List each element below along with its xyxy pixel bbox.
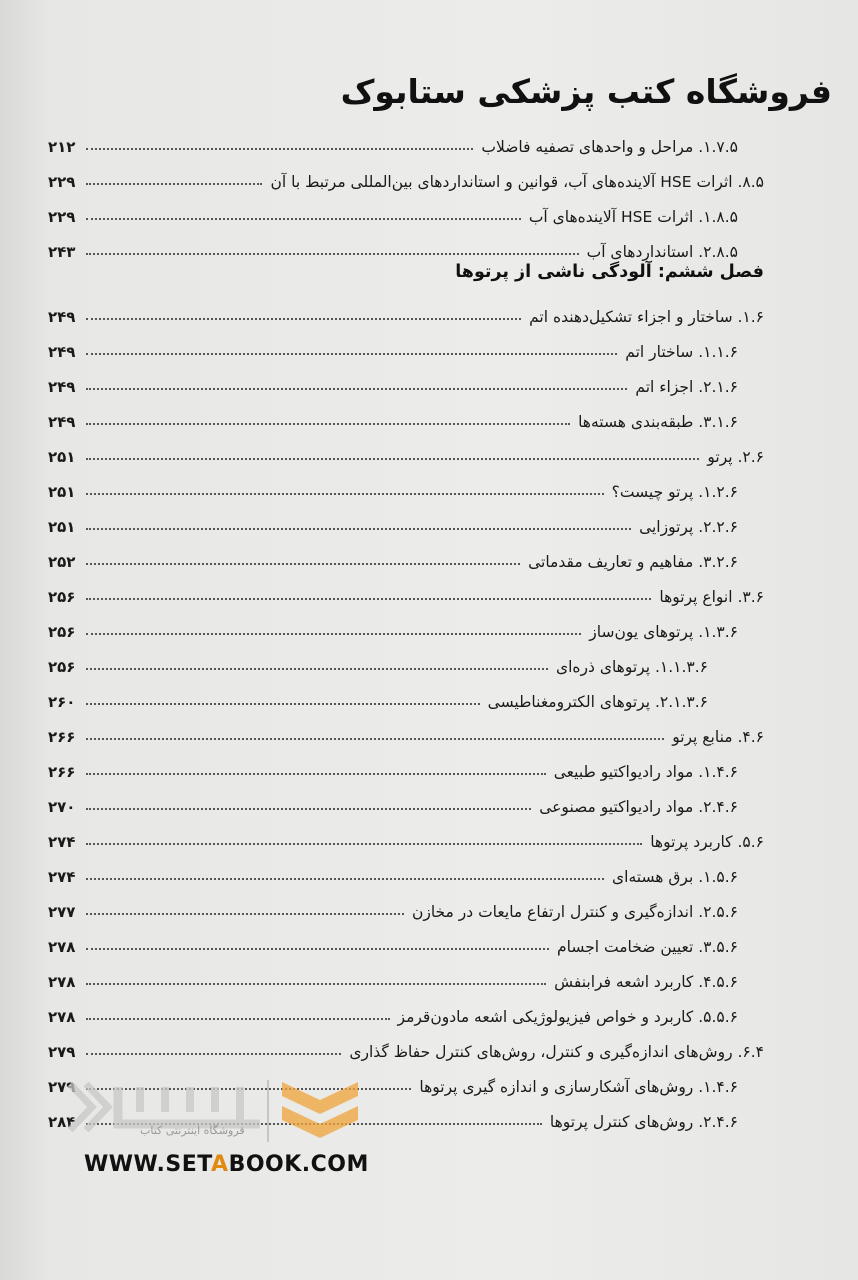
toc-entry[interactable] — [48, 996, 738, 1026]
toc-entry[interactable] — [48, 926, 738, 956]
toc-entry-title: ۱.۶. ساختار و اجزاء تشکیل‌دهنده اتم — [529, 308, 764, 326]
toc-page-number: ۲۴۹ — [48, 378, 76, 396]
toc-leader-dots — [86, 457, 699, 460]
toc-entry-title: ۲.۸.۵. استانداردهای آب — [586, 243, 738, 261]
toc-entry-title: ۳.۵.۶. تعیین ضخامت اجسام — [557, 938, 738, 956]
toc-entry-title: ۱.۱.۶. ساختار اتم — [625, 343, 738, 361]
toc-entry-title: ۴.۶. منابع پرتو — [672, 728, 764, 746]
toc-leader-dots — [86, 1052, 341, 1055]
toc-page-number: ۲۵۱ — [48, 483, 76, 501]
toc-page-number: ۲۷۰ — [48, 798, 76, 816]
toc-entry[interactable] — [48, 716, 764, 746]
toc-entry[interactable] — [48, 681, 708, 711]
toc-leader-dots — [86, 842, 642, 845]
toc-leader-dots — [86, 912, 404, 915]
watermark-subtitle: فروشگاه اینترنتی کتاب — [140, 1124, 245, 1137]
toc-entry[interactable] — [48, 126, 738, 156]
toc-entry[interactable] — [48, 436, 764, 466]
toc-entry[interactable] — [48, 1031, 764, 1061]
toc-page-number: ۲۷۴ — [48, 868, 76, 886]
toc-entry-title: ۲.۲.۶. پرتوزایی — [639, 518, 738, 536]
url-prefix: WWW.SET — [84, 1152, 212, 1177]
toc-entry[interactable] — [48, 611, 738, 641]
toc-leader-dots — [86, 527, 631, 530]
toc-entry[interactable] — [48, 471, 738, 501]
toc-entry-title: ۱.۸.۵. اثرات HSE آلاینده‌های آب — [528, 208, 738, 226]
toc-entry[interactable] — [48, 196, 738, 226]
toc-entry-title: ۲.۵.۶. اندازه‌گیری و کنترل ارتفاع مایعات در مخازن — [411, 903, 738, 921]
toc-entry[interactable] — [48, 161, 764, 191]
toc-entry-title: ۱.۴.۶. روش‌های آشکارسازی و اندازه گیری پرتوها — [419, 1078, 738, 1096]
toc-page-number: ۲۶۰ — [48, 693, 76, 711]
toc-leader-dots — [86, 982, 546, 985]
toc-page-number: ۲۷۹ — [48, 1043, 76, 1061]
chapter-title: فصل ششم: آلودگی ناشی از پرتوها — [455, 262, 764, 282]
toc-leader-dots — [86, 1017, 390, 1020]
toc-page-number: ۲۵۱ — [48, 518, 76, 536]
toc-entry[interactable] — [48, 296, 764, 326]
toc-page-number: ۲۵۶ — [48, 623, 76, 641]
toc-entry[interactable] — [48, 891, 738, 921]
toc-entry[interactable] — [48, 961, 738, 991]
toc-entry-title: ۸.۵. اثرات HSE آلاینده‌های آب، قوانین و استانداردهای بین‌المللی مرتبط با آن — [270, 173, 764, 191]
toc-page-number: ۲۶۶ — [48, 728, 76, 746]
toc-page-number: ۲۲۹ — [48, 208, 76, 226]
toc-page-number: ۲۸۴ — [48, 1113, 76, 1131]
toc-entry-title: ۶.۴. روش‌های اندازه‌گیری و کنترل، روش‌های کنترل حفاظ گذاری — [349, 1043, 764, 1061]
toc-leader-dots — [86, 387, 627, 390]
toc-entry[interactable] — [48, 786, 738, 816]
toc-entry-title: ۲.۴.۶. مواد رادیواکتیو مصنوعی — [539, 798, 738, 816]
toc-leader-dots — [86, 772, 546, 775]
toc-leader-dots — [86, 217, 521, 220]
toc-leader-dots — [86, 422, 570, 425]
toc-entry[interactable] — [48, 856, 738, 886]
toc-entry[interactable] — [48, 821, 764, 851]
toc-leader-dots — [86, 877, 604, 880]
toc-leader-dots — [86, 737, 664, 740]
toc-page-number: ۲۵۶ — [48, 658, 76, 676]
toc-leader-dots — [86, 182, 262, 185]
toc-leader-dots — [86, 492, 604, 495]
toc-entry-title: ۲.۴.۶. روش‌های کنترل پرتوها — [549, 1113, 738, 1131]
toc-entry[interactable] — [48, 751, 738, 781]
toc-page-number: ۲۴۹ — [48, 413, 76, 431]
toc-entry-title: ۱.۲.۶. پرتو چیست؟ — [611, 483, 738, 501]
toc-entry-title: ۳.۶. انواع پرتوها — [659, 588, 764, 606]
url-suffix: BOOK.COM — [228, 1152, 369, 1177]
toc-entry-title: ۱.۳.۶. پرتوهای یون‌ساز — [589, 623, 738, 641]
url-accent: A — [211, 1152, 229, 1177]
toc-page-number: ۲۵۱ — [48, 448, 76, 466]
toc-page-number: ۲۶۶ — [48, 763, 76, 781]
toc-entry[interactable] — [48, 506, 738, 536]
toc-entry-title: ۲.۱.۶. اجزاء اتم — [635, 378, 738, 396]
toc-entry[interactable] — [48, 576, 764, 606]
toc-entry-title: ۲.۱.۳.۶. پرتوهای الکترومغناطیسی — [487, 693, 708, 711]
toc-page-number: ۲۷۹ — [48, 1078, 76, 1096]
toc-leader-dots — [86, 147, 473, 150]
toc-leader-dots — [86, 317, 521, 320]
toc-entry-title: ۴.۵.۶. کاربرد اشعه فرابنفش — [554, 973, 738, 991]
store-title: فروشگاه کتب پزشکی ستابوک — [340, 72, 832, 111]
setabook-logo-icon — [60, 1062, 380, 1152]
toc-entry[interactable] — [48, 401, 738, 431]
toc-page-number: ۲۷۷ — [48, 903, 76, 921]
watermark-url[interactable] — [84, 1152, 369, 1177]
toc-leader-dots — [86, 352, 617, 355]
toc-entry-title: ۳.۱.۶. طبقه‌بندی هسته‌ها — [578, 413, 738, 431]
toc-entry[interactable] — [48, 231, 738, 261]
toc-entry-title: ۵.۶. کاربرد پرتوها — [650, 833, 764, 851]
toc-entry[interactable] — [48, 331, 738, 361]
toc-leader-dots — [86, 562, 520, 565]
toc-entry-title: ۱.۱.۳.۶. پرتوهای ذره‌ای — [555, 658, 708, 676]
toc-entry-title: ۳.۲.۶. مفاهیم و تعاریف مقدماتی — [528, 553, 738, 571]
toc-leader-dots — [86, 947, 549, 950]
toc-leader-dots — [86, 632, 581, 635]
toc-leader-dots — [86, 667, 548, 670]
toc-page-number: ۲۱۲ — [48, 138, 76, 156]
toc-page-number: ۲۴۹ — [48, 308, 76, 326]
toc-entry-title: ۱.۴.۶. مواد رادیواکتیو طبیعی — [553, 763, 738, 781]
toc-page-number: ۲۵۶ — [48, 588, 76, 606]
toc-leader-dots — [86, 702, 480, 705]
toc-page-number: ۲۷۸ — [48, 973, 76, 991]
toc-entry-title: ۵.۵.۶. کاربرد و خواص فیزیولوژیکی اشعه مادون‌قرمز — [397, 1008, 738, 1026]
toc-page-number: ۲۷۴ — [48, 833, 76, 851]
toc-page-number: ۲۴۹ — [48, 343, 76, 361]
toc-leader-dots — [86, 807, 531, 810]
toc-entry-title: ۱.۷.۵. مراحل و واحدهای تصفیه فاضلاب — [481, 138, 738, 156]
toc-entry[interactable] — [48, 541, 738, 571]
toc-entry[interactable] — [48, 366, 738, 396]
toc-page-number: ۲۲۹ — [48, 173, 76, 191]
toc-leader-dots — [86, 597, 651, 600]
toc-page-number: ۲۷۸ — [48, 1008, 76, 1026]
toc-entry[interactable] — [48, 646, 708, 676]
toc-page-number: ۲۷۸ — [48, 938, 76, 956]
toc-page-number: ۲۴۳ — [48, 243, 76, 261]
toc-entry-title: ۱.۵.۶. برق هسته‌ای — [612, 868, 738, 886]
toc-leader-dots — [86, 252, 579, 255]
toc-page-number: ۲۵۲ — [48, 553, 76, 571]
toc-entry-title: ۲.۶. پرتو — [707, 448, 764, 466]
